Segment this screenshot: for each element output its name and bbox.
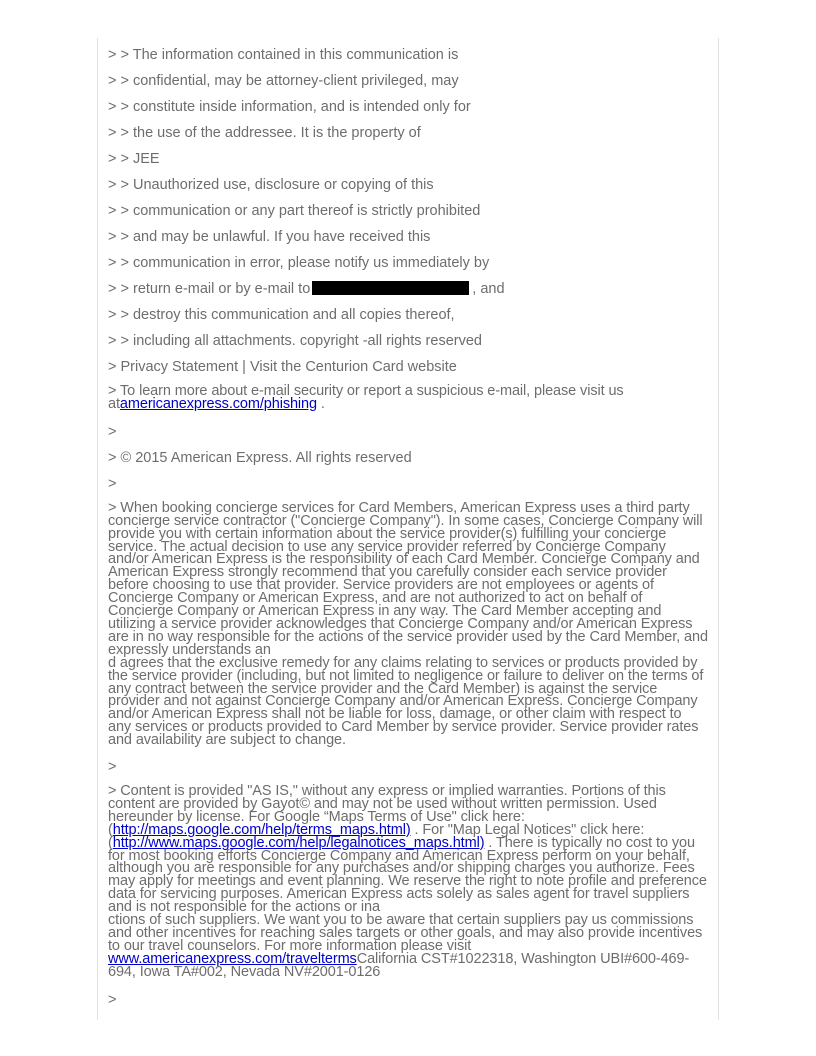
quote-marker: > <box>108 423 117 440</box>
quote-marker: > <box>108 475 117 492</box>
return-email-prefix: > > return e-mail or by e-mail to <box>108 281 311 297</box>
phishing-paragraph: > To learn more about e-mail security or report a suspicious e-mail, please visit us atamericanexpress.com/phishing . <box>108 383 624 412</box>
phishing-link[interactable]: americanexpress.com/phishing <box>119 395 317 412</box>
notice-line: > > including all attachments. copyright -all rights reserved <box>108 333 482 349</box>
email-body <box>108 47 708 1018</box>
notice-line: > > JEE <box>108 151 160 167</box>
notice-line: > > constitute inside information, and is intended only for <box>108 99 471 115</box>
maps-terms-link[interactable]: http://maps.google.com/help/terms_maps.html) <box>112 821 411 838</box>
notice-line: > > communication in error, please notify us immediately by <box>108 255 490 271</box>
notice-line: > > communication or any part thereof is strictly prohibited <box>108 203 481 219</box>
redacted-email-block <box>312 281 469 295</box>
notice-line: > > the use of the addressee. It is the property of <box>108 125 421 141</box>
notice-line: > > The information contained in this communication is <box>108 47 459 63</box>
quote-marker: > <box>108 991 117 1008</box>
notice-line: > > confidential, may be attorney-client privileged, may <box>108 73 459 89</box>
privacy-statement-line: > Privacy Statement | Visit the Centurion Card website <box>108 359 457 375</box>
return-email-line <box>108 281 708 298</box>
return-email-suffix: , and <box>472 281 505 297</box>
concierge-disclaimer: > When booking concierge services for Card Members, American Express uses a third party concierge service contractor ("Concierge Company"). In some cases, Concierge Company will provide you with certain information about the service provider(s) fulfilling your concierge service. The actual decision to use any service provider referred by Concierge Company and/or American Express is the responsibility of each Card Member. Concierge Company and American Express strongly recommend that you carefully consider each service provider before choosing to use that provider. Service providers are not employees or agents of Concierge Company or American Express, and are not authorized to act on behalf of Concierge Company or American Express in any way. The Card Member accepting and utilizing a service provider acknowledges that Concierge Company and/or American Express are in no way responsible for the actions of the service provider used by the Card Member, and expressly understands an d agrees that the exclusive remedy for any claims relating to services or products provided by the service provider (including, but not limited to negligence or failure to deliver on the terms of any contract between the service provider and the Card Member) is against the service provider and not against Concierge Company and/or American Express. Concierge Company and/or American Express shall not be liable for loss, damage, or other claim with respect to any services or products provided to Card Member by service provider. Service provider rates and availability are subject to change. <box>108 499 708 749</box>
travel-terms-link[interactable]: www.americanexpress.com/travelterms <box>108 950 357 967</box>
notice-line: > > and may be unlawful. If you have received this <box>108 229 431 245</box>
left-border <box>97 38 98 1020</box>
quote-marker: > <box>108 759 117 776</box>
notice-line: > > Unauthorized use, disclosure or copying of this <box>108 177 434 193</box>
legal-notices-link[interactable]: http://www.maps.google.com/help/legalnotices_maps.html) <box>112 834 485 851</box>
right-border <box>718 38 719 1020</box>
copyright-line: > © 2015 American Express. All rights reserved <box>108 449 412 466</box>
content-disclaimer: > Content is provided "AS IS," without any express or implied warranties. Portions of this content are provided by Gayot© and may not be used without written permission. Used hereunder by license. For Google “Maps Terms of Use" click here: (http://maps.google.com/help/terms_maps.html) . For "Map Legal Notices" click here: (http://www.maps.google.com/help/legalnotices_maps.html) . There is typically no cost to you for most booking efforts Concierge Company and American Express perform on your behalf, although you are responsible for any purchases and/or shipping charges you authorize. Fees may apply for meetings and event planning. We reserve the right to note profile and preference data for servicing purposes. American Express acts solely as sales agent for travel suppliers and is not responsible for the actions or ina ctions of such suppliers. We want you to be aware that certain suppliers pay us commissions and other incentives for reaching sales targets or other goals, and may also provide incentives to our travel counselors. For more information please visit www.americanexpress.com/traveltermsCalifornia CST#1022318, Washington UBI#600-469-694, Iowa TA#002, Nevada NV#2001-0126 <box>108 783 707 980</box>
notice-line: > > destroy this communication and all copies thereof, <box>108 307 455 323</box>
